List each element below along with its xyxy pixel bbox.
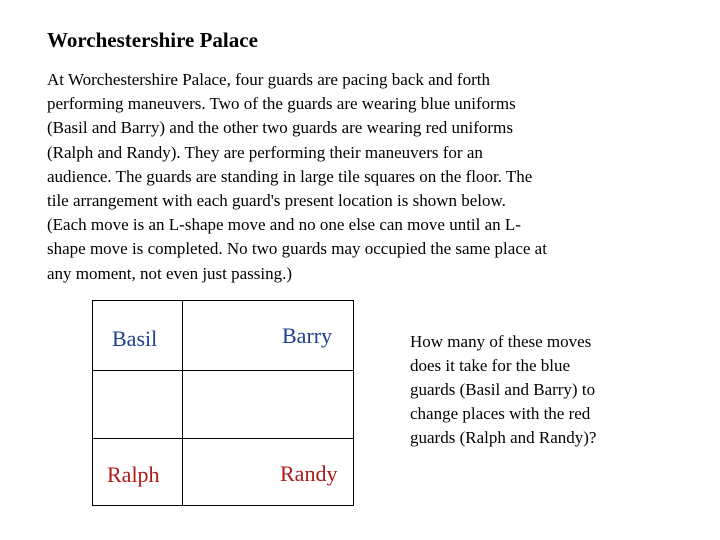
tile-grid [92,300,354,506]
guard-barry: Barry [282,323,333,348]
puzzle-description [47,68,647,286]
description-line: audience. The guards are standing in large tile squares on the floor. The [47,166,533,186]
puzzle-question [410,330,670,450]
question-line: guards (Ralph and Randy)? [410,428,597,447]
grid-divider-horizontal [93,370,353,371]
guard-ralph: Ralph [107,462,160,487]
page-title: Worchestershire Palace [47,28,258,52]
description-line: shape move is completed. No two guards may occupied the same place at [47,239,547,259]
description-line: (Basil and Barry) and the other two guards are wearing red uniforms [47,118,513,138]
description-line: At Worchestershire Palace, four guards are pacing back and forth [47,70,490,89]
grid-divider-vertical [182,301,183,505]
description-line: performing maneuvers. Two of the guards are wearing blue uniforms [47,94,516,114]
question-line: guards (Basil and Barry) to [410,380,596,399]
question-line: change places with the red [410,404,591,423]
guard-randy: Randy [280,461,338,486]
description-line: any moment, not even just passing.) [47,263,293,283]
question-line: How many of these moves [410,332,592,351]
description-line: tile arrangement with each guard's present location is shown below. [47,191,506,211]
description-line: (Each move is an L-shape move and no one else can move until an L- [47,215,521,235]
guard-basil: Basil [112,326,158,351]
question-line: does it take for the blue [410,356,571,375]
description-line: (Ralph and Randy). They are performing their maneuvers for an [47,142,483,162]
grid-divider-horizontal [93,438,353,439]
